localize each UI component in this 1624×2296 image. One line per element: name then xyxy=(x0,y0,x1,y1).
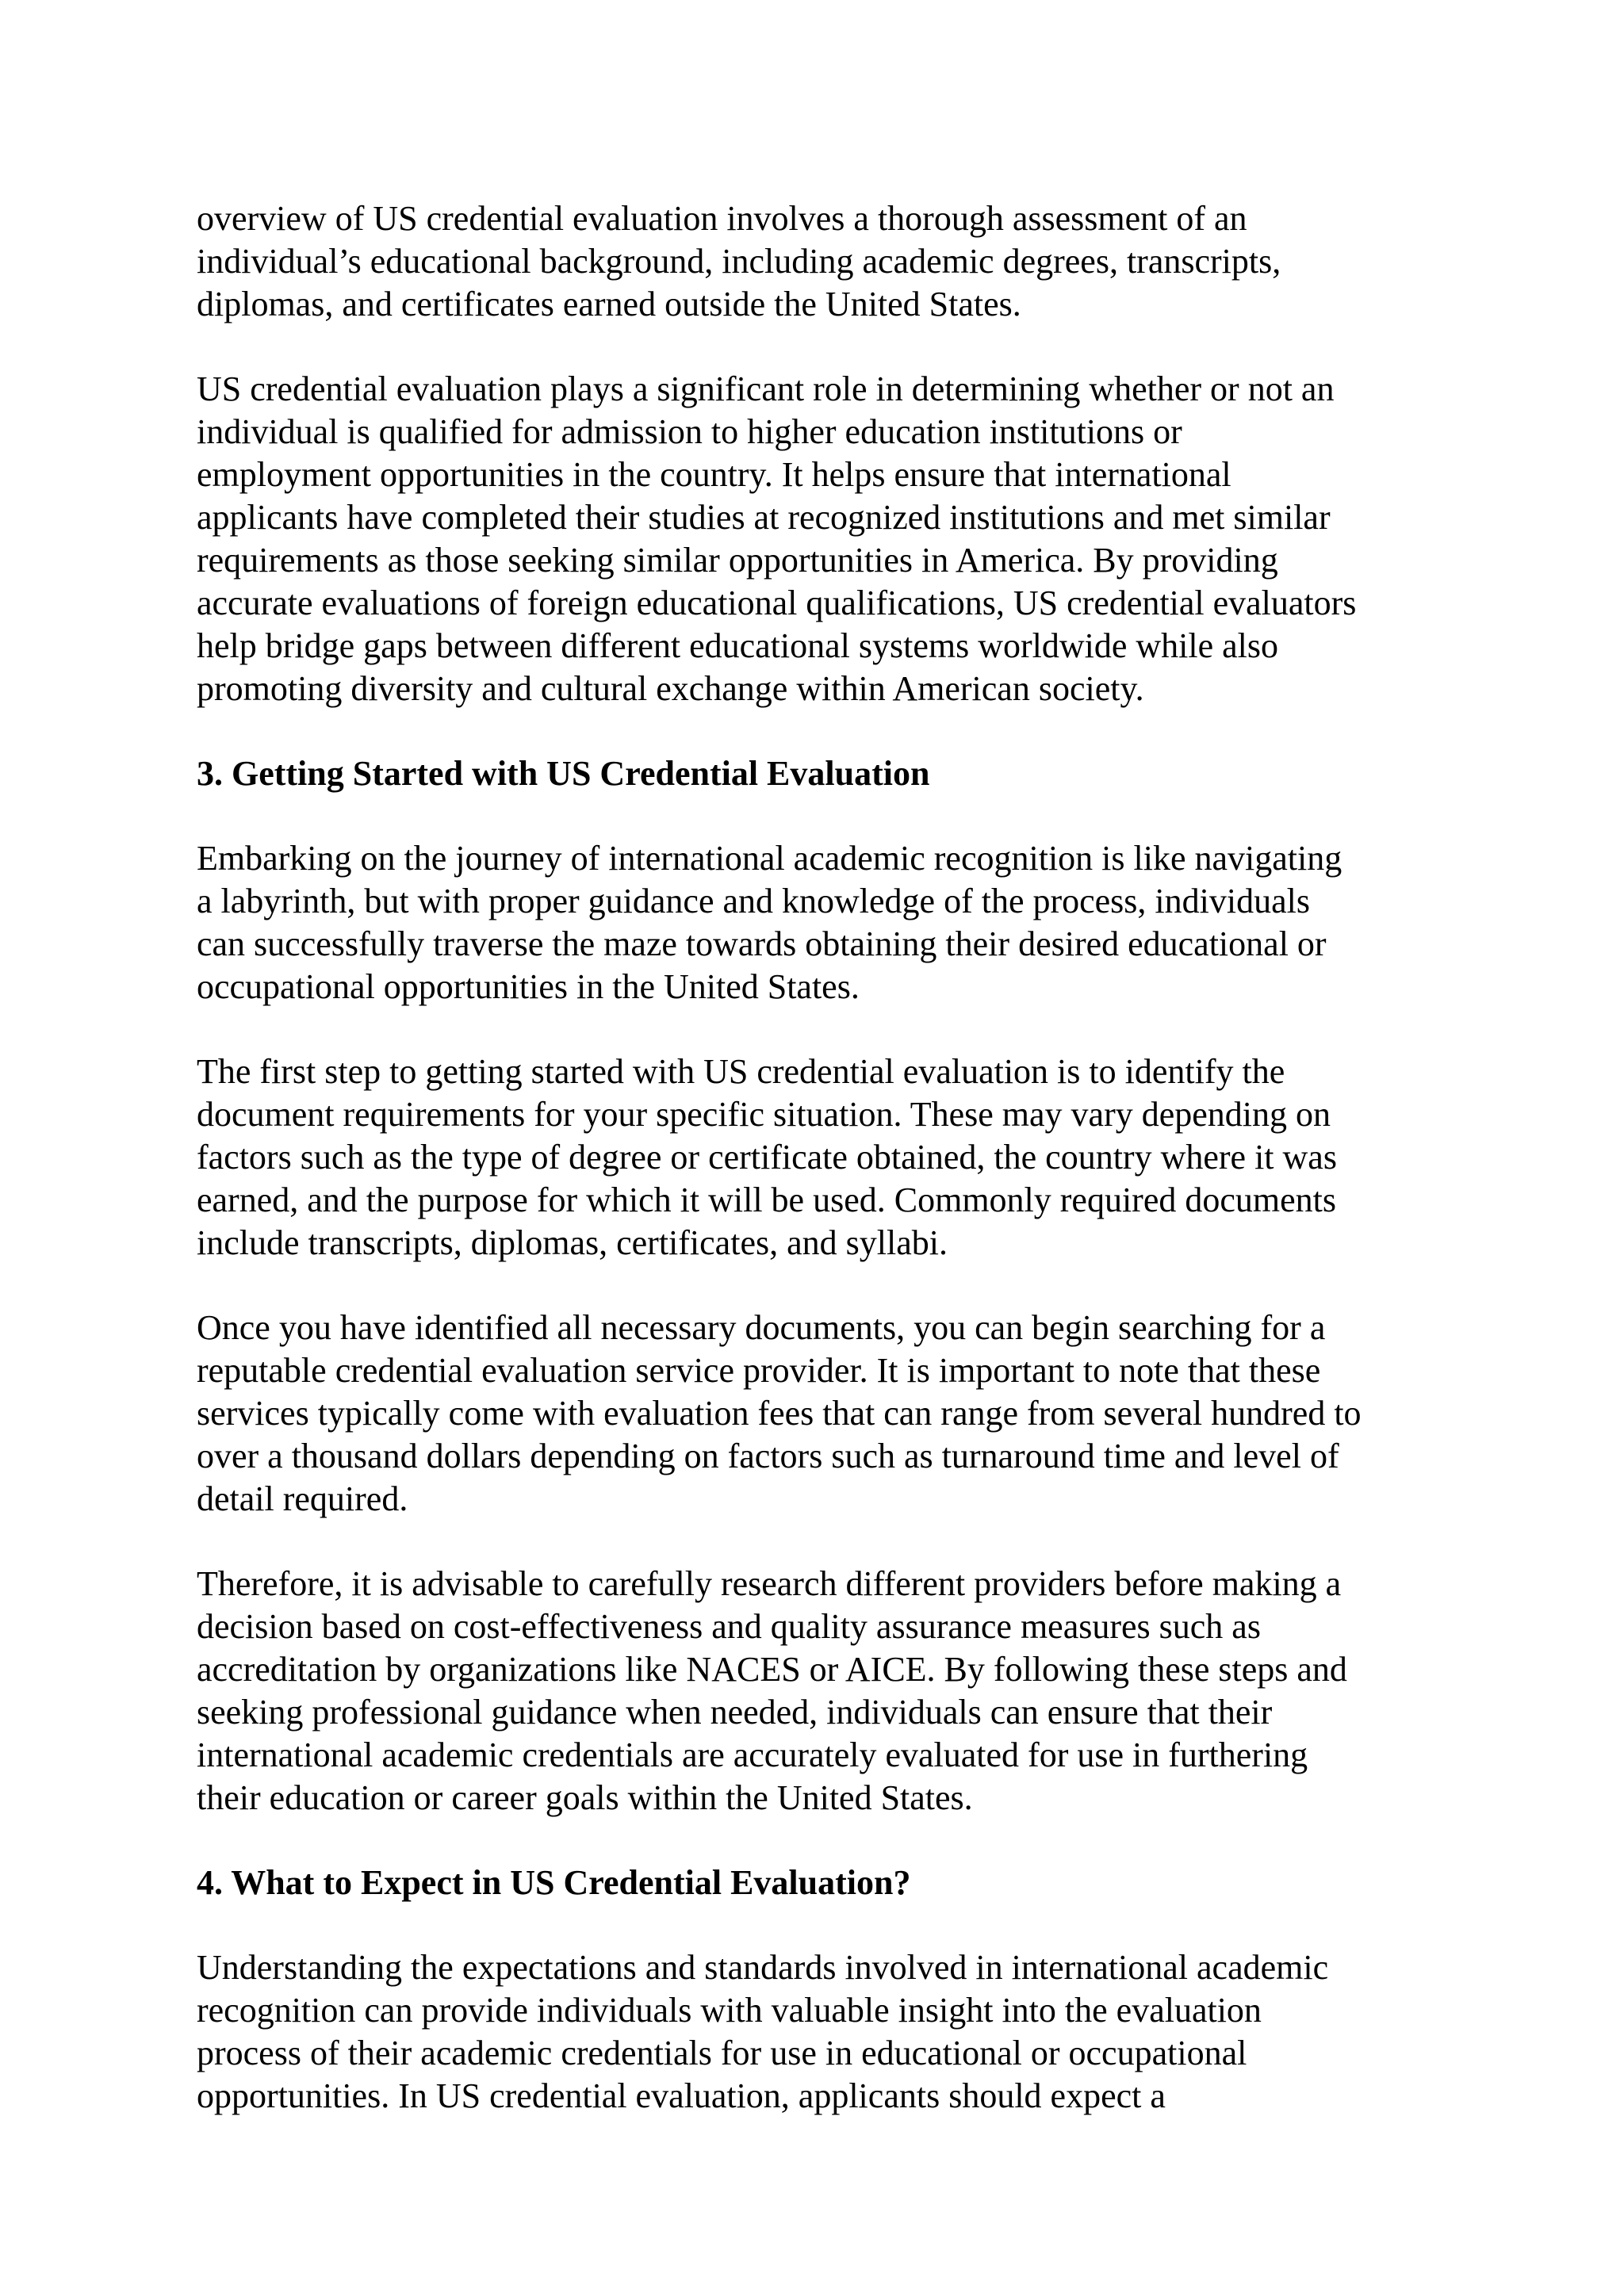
text-line: recognition can provide individuals with valuable insight into the evaluation xyxy=(197,1991,1262,2030)
paragraph-gap xyxy=(197,710,1450,752)
text-line: Once you have identified all necessary documents, you can begin searching for a xyxy=(197,1308,1326,1347)
text-line: help bridge gaps between different educational systems worldwide while also xyxy=(197,626,1279,665)
paragraph-gap xyxy=(197,1820,1450,1862)
text-line: occupational opportunities in the United States. xyxy=(197,967,860,1006)
paragraph-expectations xyxy=(197,1946,1450,2118)
document-body xyxy=(197,197,1450,2118)
text-line: requirements as those seeking similar opportunities in America. By providing xyxy=(197,541,1278,580)
text-line: factors such as the type of degree or certificate obtained, the country where it was xyxy=(197,1138,1337,1177)
paragraph-gap xyxy=(197,795,1450,837)
text-line: individual is qualified for admission to higher education institutions or xyxy=(197,412,1182,451)
text-line: detail required. xyxy=(197,1479,408,1518)
text-line: Embarking on the journey of international academic recognition is like navigating xyxy=(197,839,1342,878)
text-line: international academic credentials are accurately evaluated for use in furthering xyxy=(197,1735,1308,1774)
text-line: The first step to getting started with US credential evaluation is to identify the xyxy=(197,1052,1285,1091)
text-line: overview of US credential evaluation involves a thorough assessment of an xyxy=(197,199,1247,238)
paragraph-provider-search xyxy=(197,1307,1450,1521)
text-line: decision based on cost-effectiveness and quality assurance measures such as xyxy=(197,1607,1261,1646)
paragraph-gap xyxy=(197,1904,1450,1946)
section-heading-getting-started xyxy=(197,752,1450,795)
text-line: earned, and the purpose for which it will be used. Commonly required documents xyxy=(197,1181,1336,1219)
text-line: reputable credential evaluation service provider. It is important to note that these xyxy=(197,1351,1321,1390)
text-line: can successfully traverse the maze towards obtaining their desired educational or xyxy=(197,924,1327,963)
text-line: diplomas, and certificates earned outside the United States. xyxy=(197,285,1021,323)
paragraph-gap xyxy=(197,326,1450,368)
text-line: applicants have completed their studies at recognized institutions and met similar xyxy=(197,498,1331,537)
section-heading-what-to-expect xyxy=(197,1862,1450,1904)
text-line: US credential evaluation plays a significant role in determining whether or not an xyxy=(197,369,1335,408)
paragraph-intro-overview xyxy=(197,197,1450,326)
text-line: over a thousand dollars depending on factors such as turnaround time and level of xyxy=(197,1437,1339,1475)
text-line: individual’s educational background, including academic degrees, transcripts, xyxy=(197,242,1281,281)
paragraph-gap xyxy=(197,1008,1450,1050)
text-line: opportunities. In US credential evaluation, applicants should expect a xyxy=(197,2076,1166,2115)
text-line: seeking professional guidance when needed, individuals can ensure that their xyxy=(197,1693,1273,1732)
paragraph-therefore xyxy=(197,1563,1450,1820)
text-line: accurate evaluations of foreign educational qualifications, US credential evaluators xyxy=(197,584,1357,622)
heading-text: 3. Getting Started with US Credential Evaluation xyxy=(197,754,930,793)
text-line: Understanding the expectations and standards involved in international academic xyxy=(197,1948,1329,1987)
paragraph-role-of-evaluation xyxy=(197,368,1450,710)
text-line: process of their academic credentials for use in educational or occupational xyxy=(197,2034,1247,2072)
heading-text: 4. What to Expect in US Credential Evaluation? xyxy=(197,1863,911,1902)
paragraph-journey xyxy=(197,837,1450,1008)
text-line: services typically come with evaluation fees that can range from several hundred to xyxy=(197,1394,1362,1433)
text-line: a labyrinth, but with proper guidance and knowledge of the process, individuals xyxy=(197,882,1310,920)
paragraph-gap xyxy=(197,1521,1450,1563)
paragraph-gap xyxy=(197,1265,1450,1307)
text-line: employment opportunities in the country. It helps ensure that international xyxy=(197,455,1231,494)
paragraph-first-step xyxy=(197,1050,1450,1265)
text-line: their education or career goals within the United States. xyxy=(197,1778,973,1817)
text-line: document requirements for your specific situation. These may vary depending on xyxy=(197,1095,1331,1134)
text-line: include transcripts, diplomas, certificates, and syllabi. xyxy=(197,1223,948,1262)
text-line: Therefore, it is advisable to carefully research different providers before making a xyxy=(197,1564,1342,1603)
text-line: accreditation by organizations like NACES or AICE. By following these steps and xyxy=(197,1650,1347,1689)
text-line: promoting diversity and cultural exchange within American society. xyxy=(197,669,1144,708)
